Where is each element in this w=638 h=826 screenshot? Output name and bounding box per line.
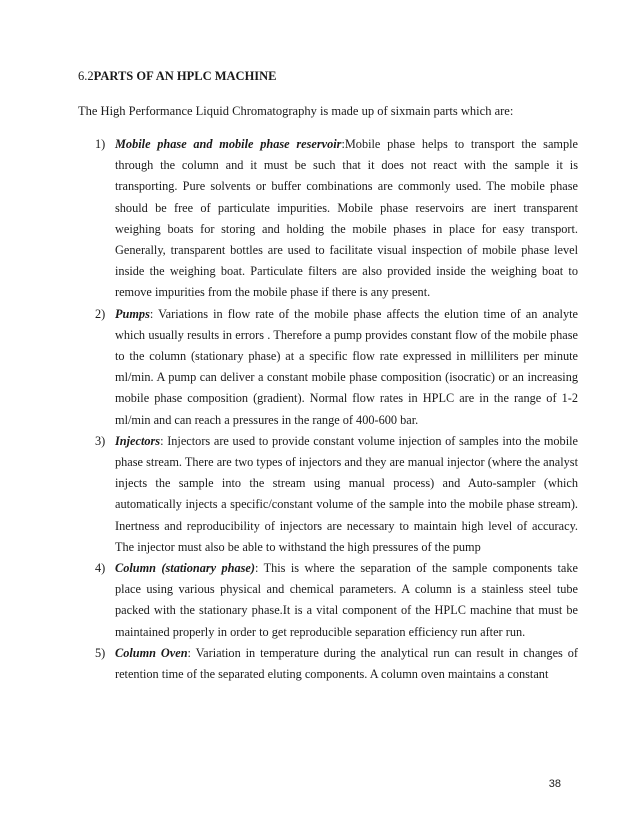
list-marker: 2): [95, 306, 106, 321]
list-marker: 4): [95, 561, 106, 576]
list-item-term: Column Oven: [115, 645, 188, 660]
section-heading: [78, 69, 277, 84]
list-item-mobile-phase: [78, 134, 578, 304]
list-item-text: [115, 431, 578, 558]
term-separator: :: [254, 561, 264, 576]
list-item-column: [78, 558, 578, 643]
list-item-text: [115, 304, 578, 431]
list-item-text: [115, 643, 578, 685]
list-marker: 5): [95, 645, 106, 660]
list-item-description: Mobile phase helps to transport the sample through the column and it must be such that it does not react with the sample it is transporting. Pure solvents or buffer combinations are commonly used. The mobile phase should be free of particulate impurities. Mobile phase reservoirs are inert transparent weighing boats for storing and holding the mobile phases in place for easy transport. Generally, transparent bottles are used to facilitate visual inspection of mobile phase level inside the weighing boat. Particulate filters are also provided inside the weighing boat to remove impurities from the mobile phase if there is any present.: [115, 137, 578, 300]
section-title: PARTS OF AN HPLC MACHINE: [93, 69, 277, 83]
list-item-term: Injectors: [115, 433, 161, 448]
page-number: 38: [548, 778, 561, 790]
list-item-pumps: [78, 304, 578, 431]
list-item-text: [115, 134, 578, 304]
list-item-injectors: [78, 431, 578, 558]
list-item-description: Variations in flow rate of the mobile phase affects the elution time of an analyte which usually results in errors . Therefore a pump provides constant flow of the mobile phase to the column (stationary phase) at a specific flow rate expressed in milliliters per minute ml/min. A pump can deliver a constant mobile phase composition (isocratic) or an increasing mobile phase composition (gradient). Normal flow rates in HPLC are in the range of 1-2 ml/min and can reach a pressures in the range of 400-600 bar.: [115, 306, 578, 427]
list-marker: 3): [95, 433, 106, 448]
list-marker: 1): [95, 137, 106, 151]
list-item-column-oven: [78, 643, 578, 685]
term-separator: :: [160, 433, 168, 448]
list-item-term: Pumps: [115, 306, 150, 321]
list-item-term: Column (stationary phase): [115, 561, 255, 576]
term-separator: :: [341, 137, 345, 151]
list-item-term: Mobile phase and mobile phase reservoir: [115, 137, 342, 151]
list-item-description: Injectors are used to provide constant volume injection of samples into the mobile phase stream. There are two types of injectors and they are manual injector (where the analyst injects the sample into the stream using manual process) and Auto-sampler (which automatically injects a specific/constant volume of the sample into the mobile phase stream). Inertness and reproducibility of injectors are necessary to maintain high level of accuracy. The injector must also be able to withstand the high pressures of the pump: [115, 433, 578, 554]
parts-list: [78, 134, 578, 685]
intro-paragraph: The High Performance Liquid Chromatography is made up of sixmain parts which are:: [78, 104, 514, 118]
list-item-description: Variation in temperature during the analytical run can result in changes of retention time of the separated eluting components. A column oven maintains a constant: [115, 645, 578, 682]
term-separator: :: [149, 306, 159, 321]
section-number: 6.2: [78, 69, 94, 83]
list-item-text: [115, 558, 578, 643]
list-item-description: This is where the separation of the sample components take place using various physical and chemical parameters. A column is a stainless steel tube packed with the stationary phase.It is a vital component of the HPLC machine that must be maintained properly in order to get reproducible separation efficiency run after run.: [115, 561, 578, 639]
term-separator: :: [187, 645, 196, 660]
